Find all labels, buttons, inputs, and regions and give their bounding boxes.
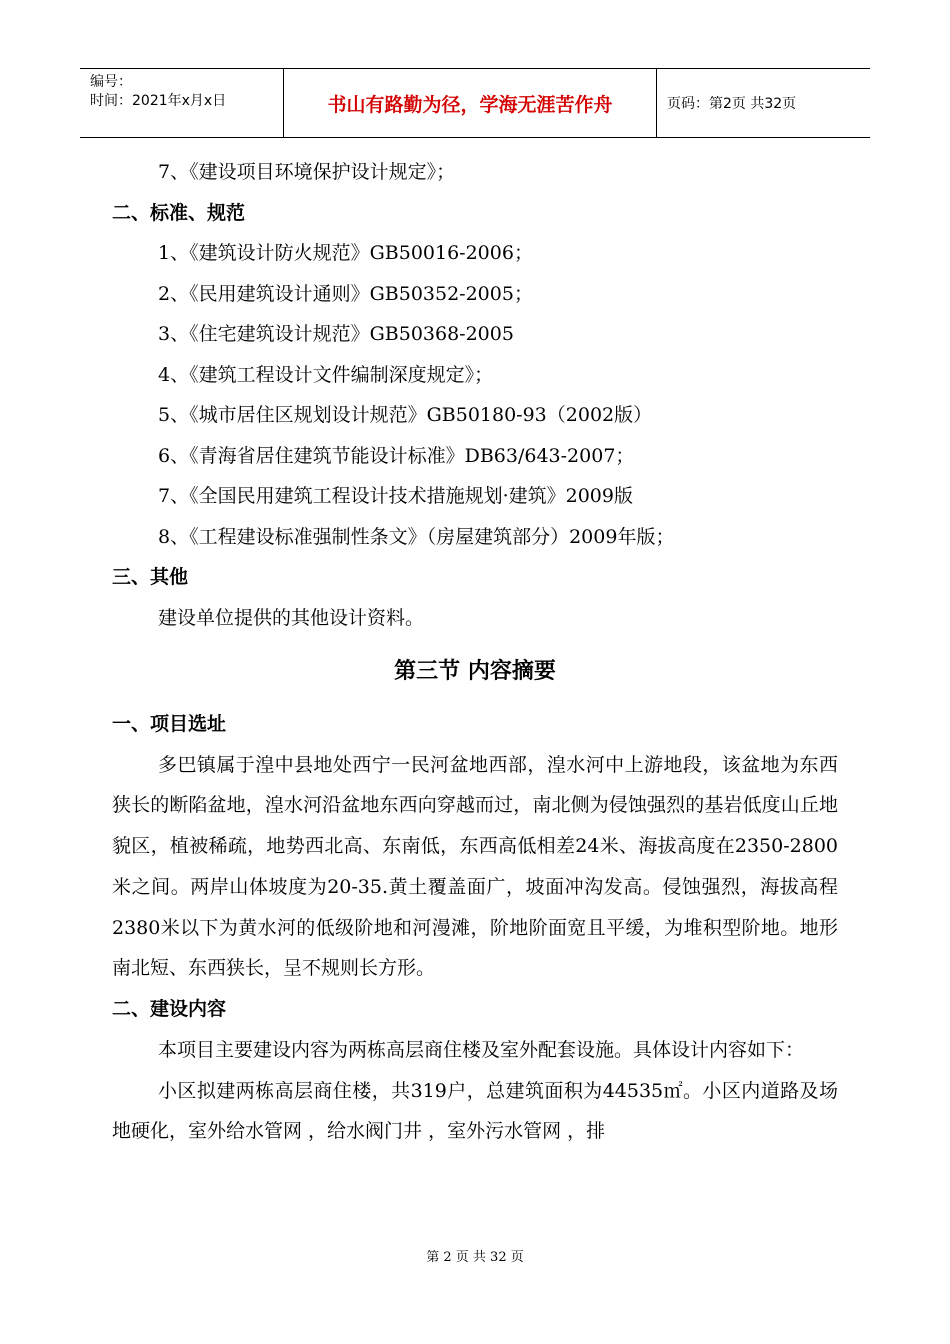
list-item: 2、《民用建筑设计通则》GB50352-2005； <box>158 282 533 305</box>
list-item: 6、《青海省居住建筑节能设计标准》DB63/643-2007； <box>158 444 635 467</box>
paragraph: 小区拟建两栋高层商住楼，共319户，总建筑面积为44535㎡。小区内道路及场地硬化，室外给水管网 ，给水阀门井 ，室外污水管网 ，排 <box>112 1079 838 1143</box>
paragraph: 建设单位提供的其他设计资料。 <box>158 606 425 629</box>
section-heading-other: 三、其他 <box>112 566 189 588</box>
page-footer: 第 2 页 共 32 页 <box>426 1250 524 1265</box>
section-heading-construction: 二、建设内容 <box>112 998 227 1021</box>
section-heading-standards: 二、标准、规范 <box>112 201 246 224</box>
paragraph: 多巴镇属于湟中县地处西宁一民河盆地西部，湟水河中上游地段，该盆地为东西狭长的断陷盆地，湟水河沿盆地东西向穿越而过，南北侧为侵蚀强烈的基岩低度山丘地貌区，植被稀疏，地势西北高、东南低，东西高低相差24米、海拔高度在2350-2800米之间。两岸山体坡度为20-35.黄土覆盖面广，坡面冲沟发高。侵蚀强烈，海拔高程2380米以下为黄水河的低级阶地和河漫滩，阶地阶面宽且平缓，为堆积型阶地。地形南北短、东西狭长，呈不规则长方形。 <box>112 753 838 980</box>
list-item: 5、《城市居住区规划设计规范》GB50180-93（2002版） <box>158 404 653 426</box>
list-item: 8、《工程建设标准强制性条文》（房屋建筑部分）2009年版； <box>158 525 675 548</box>
header-motto: 书山有路勤为径，学海无涯苦作舟 <box>283 69 657 137</box>
chapter-title: 第三节 内容摘要 <box>394 659 556 684</box>
list-item: 7、《全国民用建筑工程设计技术措施规划·建筑》2009版 <box>158 485 633 507</box>
document-body <box>112 152 838 1152</box>
header-page-info: 页码：第2页 共32页 <box>667 96 797 112</box>
document-header <box>80 68 870 138</box>
section-heading-site: 一、项目选址 <box>112 713 227 735</box>
doc-number-label: 编号： <box>90 74 132 90</box>
list-item: 1、《建筑设计防火规范》GB50016-2006； <box>158 242 533 264</box>
header-meta <box>80 69 283 137</box>
doc-time-label: 时间：2021年x月x日 <box>90 93 227 109</box>
paragraph: 本项目主要建设内容为两栋高层商住楼及室外配套设施。具体设计内容如下： <box>158 1038 805 1061</box>
list-item: 7、《建设项目环境保护设计规定》； <box>158 161 456 183</box>
list-item: 4、《建筑工程设计文件编制深度规定》； <box>158 363 494 386</box>
list-item: 3、《住宅建筑设计规范》GB50368-2005 <box>158 323 514 345</box>
